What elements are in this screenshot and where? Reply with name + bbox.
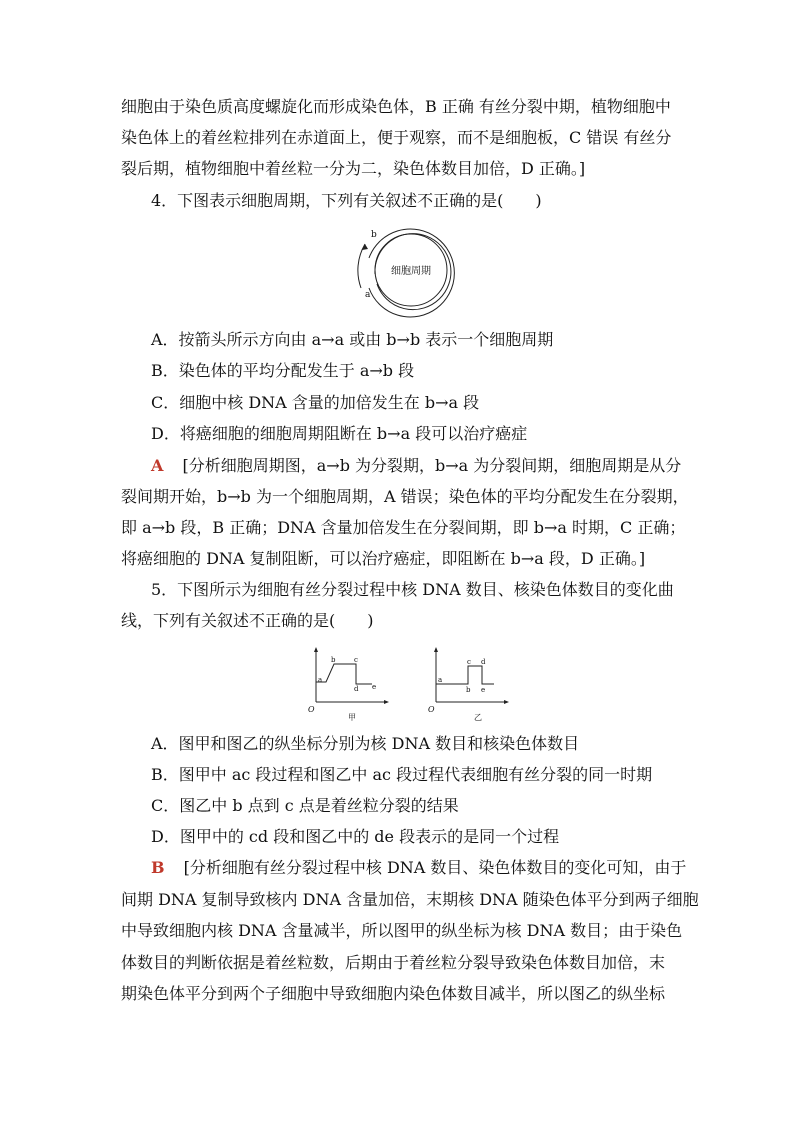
q5-option-a: A．图甲和图乙的纵坐标分别为核 DNA 数目和核染色体数目	[151, 734, 580, 753]
q5-explanation-2: 间期 DNA 复制导致核内 DNA 含量加倍，末期核 DNA 随染色体平分到两子细胞	[121, 890, 699, 909]
q4-option-c: C．细胞中核 DNA 含量的加倍发生在 b→a 段	[151, 393, 480, 412]
graph-jia	[308, 647, 389, 722]
q4-option-b: B．染色体的平均分配发生于 a→b 段	[151, 361, 415, 380]
graph-yi	[428, 647, 509, 722]
jia-point-d: d	[354, 685, 359, 693]
jia-x-arrow-icon	[384, 700, 389, 704]
question-5-stem-1: 5．下图所示为细胞有丝分裂过程中核 DNA 数目、核染色体数目的变化曲	[151, 580, 674, 599]
jia-origin-label: O	[308, 705, 315, 714]
question-4-stem: 4．下图表示细胞周期，下列有关叙述不正确的是( )	[151, 191, 542, 210]
intro-line-1: 细胞由于染色质高度螺旋化而形成染色体，B 正确 有丝分裂中期，植物细胞中	[121, 97, 671, 116]
q4-option-a: A．按箭头所示方向由 a→a 或由 b→b 表示一个细胞周期	[151, 330, 554, 349]
point-b-label: b	[371, 230, 377, 240]
q5-option-b: B．图甲中 ac 段过程和图乙中 ac 段过程代表细胞有丝分裂的同一时期	[151, 765, 653, 784]
question-5-stem-2: 线，下列有关叙述不正确的是( )	[121, 611, 374, 630]
cell-cycle-diagram	[355, 222, 475, 322]
yi-caption: 乙	[474, 713, 482, 722]
jia-y-arrow-icon	[314, 647, 318, 652]
yi-point-e: e	[481, 686, 486, 694]
q5-answer: B	[151, 858, 165, 877]
q4-explanation-4: 将癌细胞的 DNA 复制阻断，可以治疗癌症，即阻断在 b→a 段，D 正确。]	[121, 549, 646, 568]
intro-line-3: 裂后期，植物细胞中着丝粒一分为二，染色体数目加倍，D 正确。]	[121, 159, 586, 178]
q4-explanation-2: 裂间期开始，b→b 为一个细胞周期，A 错误；染色体的平均分配发生在分裂期，	[121, 487, 689, 506]
yi-y-arrow-icon	[434, 647, 438, 652]
q5-explanation-3: 中导致细胞内核 DNA 含量减半，所以图甲的纵坐标为核 DNA 数目；由于染色	[121, 921, 683, 940]
yi-origin-label: O	[428, 705, 435, 714]
q5-explanation-4: 体数目的判断依据是着丝粒数，后期由于着丝粒分裂导致染色体数目加倍，末	[121, 953, 666, 972]
q4-answer: A	[151, 456, 164, 475]
q4-option-d: D．将癌细胞的细胞周期阻断在 b→a 段可以治疗癌症	[151, 424, 528, 443]
yi-point-d: d	[481, 658, 486, 666]
jia-curve	[316, 664, 372, 684]
intro-line-2: 染色体上的着丝粒排列在赤道面上，便于观察，而不是细胞板，C 错误 有丝分	[121, 128, 672, 147]
cell-cycle-label: 细胞周期	[391, 266, 431, 277]
yi-curve	[436, 666, 494, 684]
jia-point-b: b	[331, 656, 336, 664]
q5-option-d: D．图甲中的 cd 段和图乙中的 de 段表示的是同一个过程	[151, 827, 560, 846]
q5-explanation-5: 期染色体平分到两个子细胞中导致细胞内染色体数目减半，所以图乙的纵坐标	[121, 984, 666, 1003]
yi-point-c: c	[467, 658, 471, 666]
dna-chromosome-graphs	[304, 644, 514, 724]
q5-option-c: C．图乙中 b 点到 c 点是着丝粒分裂的结果	[151, 796, 459, 815]
yi-x-arrow-icon	[504, 700, 509, 704]
q5-explanation-1	[151, 857, 686, 879]
q5-explanation-text-1: [分析细胞有丝分裂过程中核 DNA 数目、染色体数目的变化可知，由于	[183, 858, 687, 877]
jia-caption: 甲	[348, 713, 356, 722]
point-a-label: a	[365, 290, 371, 300]
division-arc	[358, 244, 365, 288]
jia-point-e: e	[372, 683, 377, 691]
q4-explanation-1	[151, 455, 681, 477]
yi-point-b: b	[466, 686, 471, 694]
q4-explanation-text-1: [分析细胞周期图，a→b 为分裂期，b→a 为分裂间期，细胞周期是从分	[182, 456, 682, 475]
jia-point-c: c	[354, 656, 358, 664]
jia-point-a: a	[318, 676, 323, 684]
yi-point-a: a	[438, 676, 443, 684]
q4-explanation-3: 即 a→b 段，B 正确；DNA 含量加倍发生在分裂间期，即 b→a 时期，C 正确；	[121, 518, 686, 537]
